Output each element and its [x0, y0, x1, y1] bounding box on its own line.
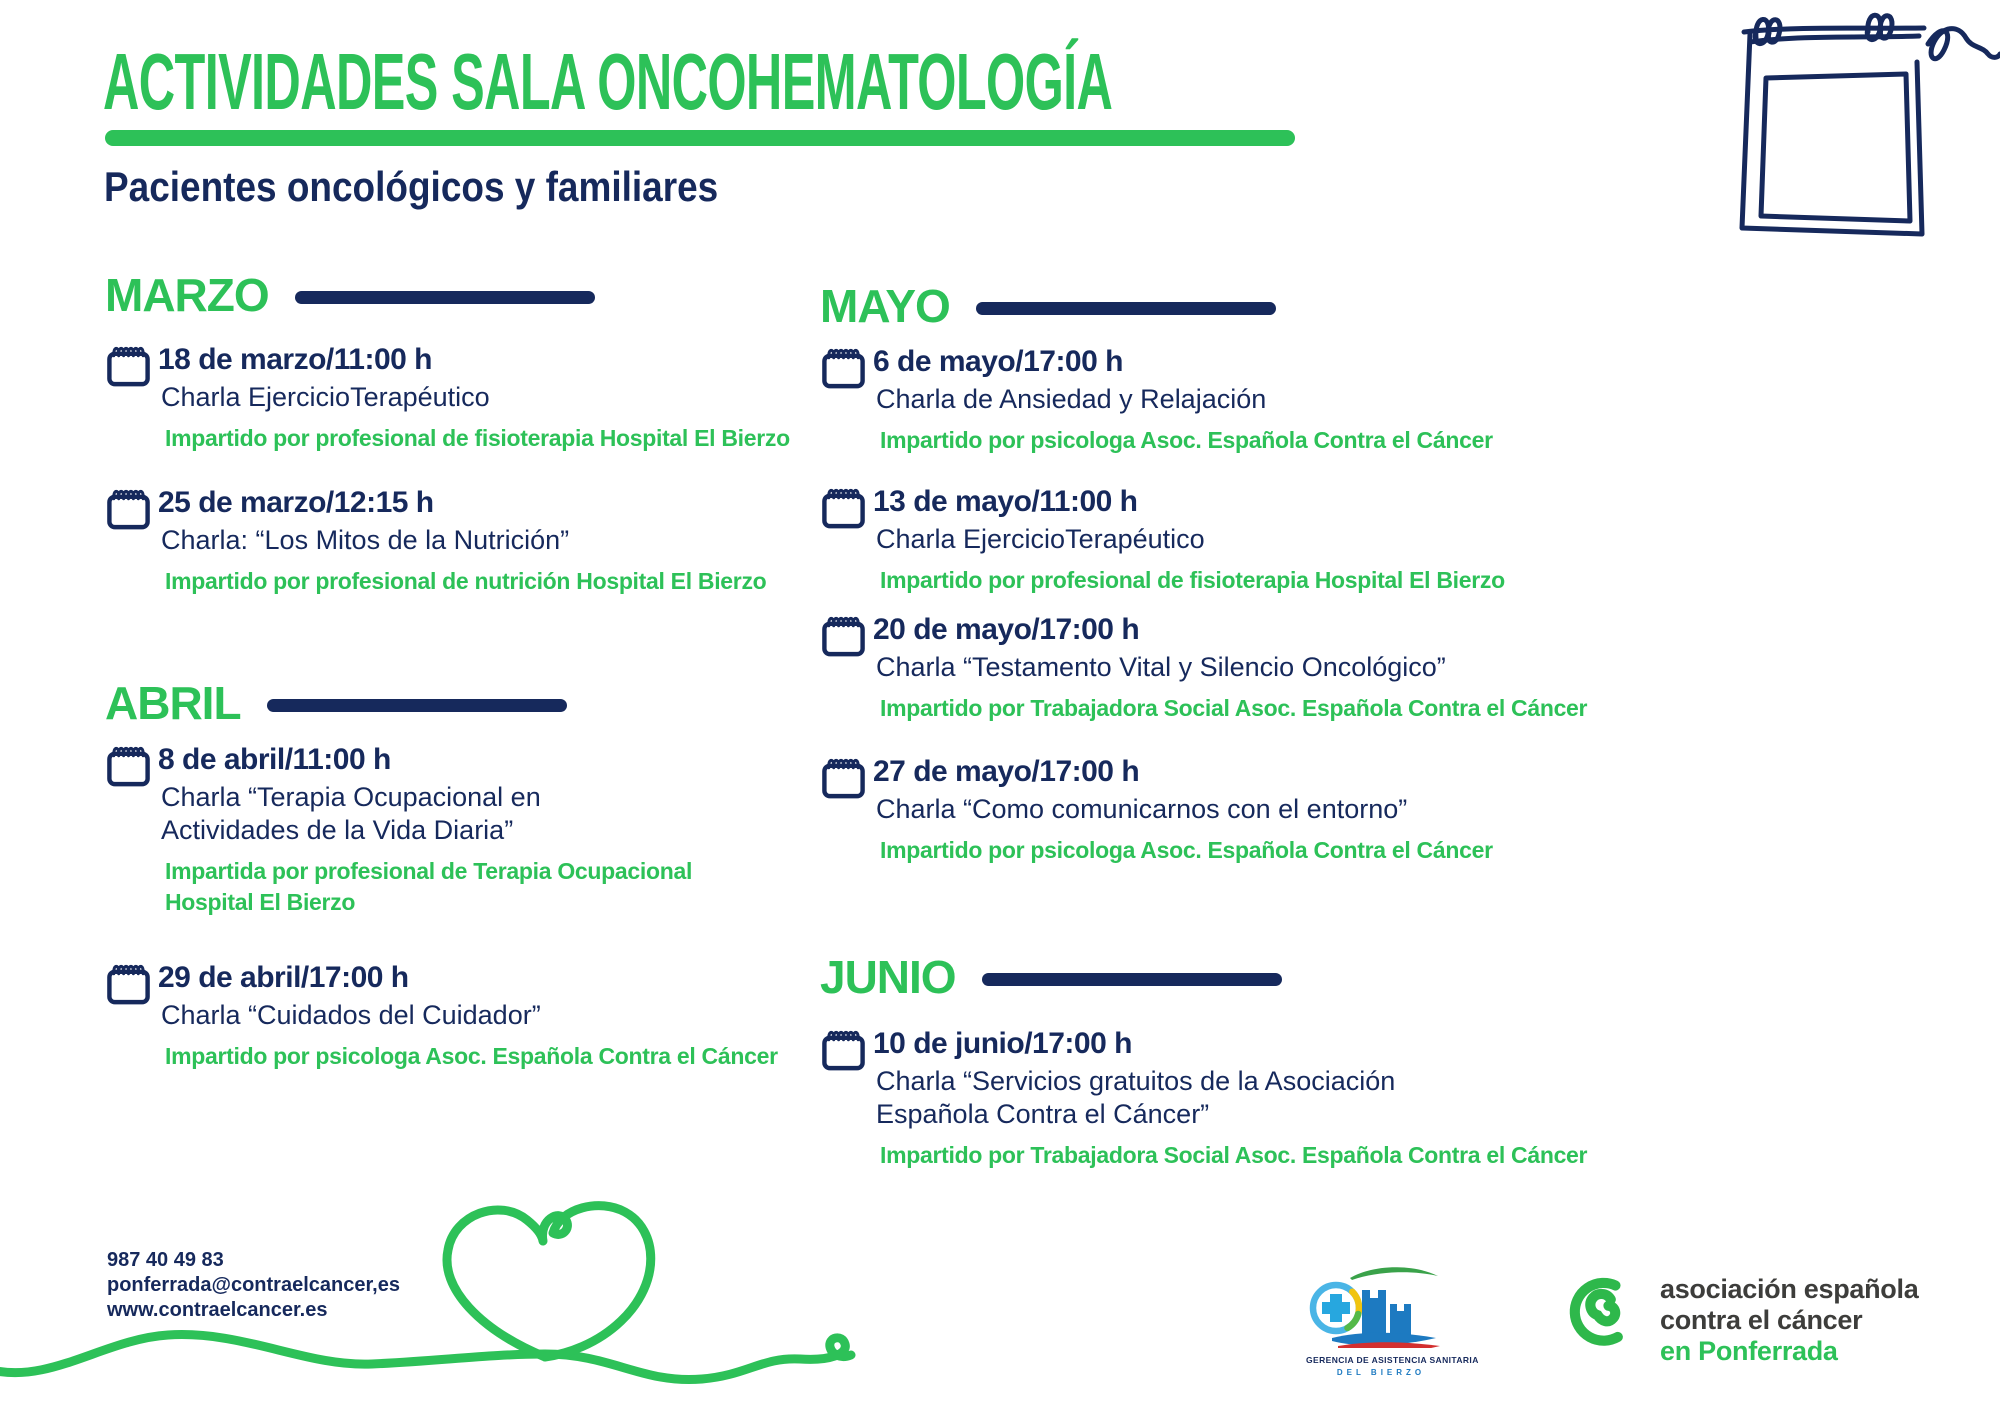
event-speaker-line: Hospital El Bierzo — [165, 889, 356, 915]
event-date: 29 de abril/17:00 h — [158, 961, 409, 994]
event-title: Charla “Como comunicarnos con el entorno” — [876, 794, 1408, 824]
calendar-icon — [820, 1027, 867, 1074]
month-name: MAYO — [820, 280, 950, 332]
hospital-logo-text-line1: GERENCIA DE ASISTENCIA SANITARIA — [1306, 1355, 1479, 1365]
event-date: 18 de marzo/11:00 h — [158, 343, 432, 376]
event-10-junio — [820, 1026, 1587, 1171]
month-divider-line — [295, 291, 595, 304]
calendar-doodle-illustration — [1716, 2, 2000, 242]
event-date: 8 de abril/11:00 h — [158, 743, 391, 776]
event-title-line: Actividades de la Vida Diaria” — [161, 815, 514, 845]
event-title — [161, 781, 692, 847]
event-speaker: Impartido por Trabajadora Social Asoc. Española Contra el Cáncer — [880, 695, 1588, 721]
hospital-logo — [1306, 1262, 1479, 1377]
month-header-abril — [105, 676, 567, 730]
event-6-mayo — [820, 344, 1493, 456]
event-title: Charla “Testamento Vital y Silencio Oncológico” — [876, 652, 1446, 682]
month-header-mayo — [820, 279, 1276, 333]
month-header-junio — [820, 950, 1282, 1004]
month-name: ABRIL — [105, 677, 241, 729]
event-date: 20 de mayo/17:00 h — [873, 613, 1140, 646]
event-date: 27 de mayo/17:00 h — [873, 755, 1140, 788]
calendar-icon — [105, 343, 152, 390]
event-speaker-line: Impartida por profesional de Terapia Ocupacional — [165, 858, 693, 884]
event-title: Charla EjercicioTerapéutico — [876, 524, 1205, 554]
title-underline-bar — [105, 130, 1295, 146]
event-speaker: Impartido por profesional de fisioterapia Hospital El Bierzo — [165, 425, 790, 451]
calendar-icon — [820, 345, 867, 392]
event-title: Charla “Cuidados del Cuidador” — [161, 1000, 541, 1030]
contact-phone: 987 40 49 83 — [107, 1249, 224, 1271]
event-speaker — [165, 856, 692, 918]
calendar-icon — [820, 755, 867, 802]
event-date: 13 de mayo/11:00 h — [873, 485, 1138, 518]
event-25-marzo — [105, 485, 766, 597]
event-speaker: Impartido por psicologa Asoc. Española Contra el Cáncer — [880, 837, 1493, 863]
event-18-marzo — [105, 342, 790, 454]
event-speaker: Impartido por psicologa Asoc. Española Contra el Cáncer — [165, 1043, 778, 1069]
calendar-icon — [105, 961, 152, 1008]
contact-email: ponferrada@contraelcancer,es — [107, 1274, 400, 1296]
page-title: ACTIVIDADES SALA ONCOHEMATOLOGÍA — [103, 37, 1113, 126]
calendar-icon — [820, 613, 867, 660]
event-date: 25 de marzo/12:15 h — [158, 486, 434, 519]
month-name: JUNIO — [820, 951, 956, 1003]
event-27-mayo — [820, 754, 1493, 866]
month-header-marzo — [105, 268, 595, 322]
event-title: Charla de Ansiedad y Relajación — [876, 384, 1267, 414]
aecc-text-line3: en Ponferrada — [1660, 1336, 1838, 1366]
calendar-icon — [105, 743, 152, 790]
event-speaker: Impartido por psicologa Asoc. Española Contra el Cáncer — [880, 427, 1493, 453]
event-date: 6 de mayo/17:00 h — [873, 345, 1123, 378]
event-title-line: Charla “Servicios gratuitos de la Asociación — [876, 1066, 1396, 1096]
event-title: Charla EjercicioTerapéutico — [161, 382, 490, 412]
event-title-line: Española Contra el Cáncer” — [876, 1099, 1210, 1129]
event-29-abril — [105, 960, 778, 1072]
event-speaker: Impartido por profesional de nutrición Hospital El Bierzo — [165, 568, 767, 594]
event-title-line: Charla “Terapia Ocupacional en — [161, 782, 541, 812]
event-title — [876, 1065, 1587, 1131]
event-8-abril — [105, 742, 692, 918]
month-name: MARZO — [105, 269, 269, 321]
month-divider-line — [982, 973, 1282, 986]
calendar-icon — [105, 486, 152, 533]
event-20-mayo — [820, 612, 1587, 724]
aecc-text-line2: contra el cáncer — [1660, 1305, 1863, 1335]
event-speaker: Impartido por profesional de fisioterapia Hospital El Bierzo — [880, 567, 1505, 593]
calendar-icon — [820, 485, 867, 532]
event-title: Charla: “Los Mitos de la Nutrición” — [161, 525, 570, 555]
event-speaker: Impartido por Trabajadora Social Asoc. Española Contra el Cáncer — [880, 1142, 1588, 1168]
month-divider-line — [267, 699, 567, 712]
aecc-logo-icon — [1564, 1272, 1642, 1352]
hospital-logo-icon — [1306, 1262, 1456, 1348]
event-date: 10 de junio/17:00 h — [873, 1027, 1132, 1060]
event-13-mayo — [820, 484, 1505, 596]
hospital-logo-text-line2: DEL BIERZO — [1336, 1368, 1426, 1377]
page-subtitle: Pacientes oncológicos y familiares — [104, 163, 719, 210]
aecc-text-line1: asociación española — [1660, 1274, 1919, 1304]
aecc-logo — [1564, 1272, 1918, 1367]
month-divider-line — [976, 302, 1276, 315]
contact-website: www.contraelcancer.es — [107, 1299, 328, 1321]
contact-block — [107, 1248, 400, 1323]
